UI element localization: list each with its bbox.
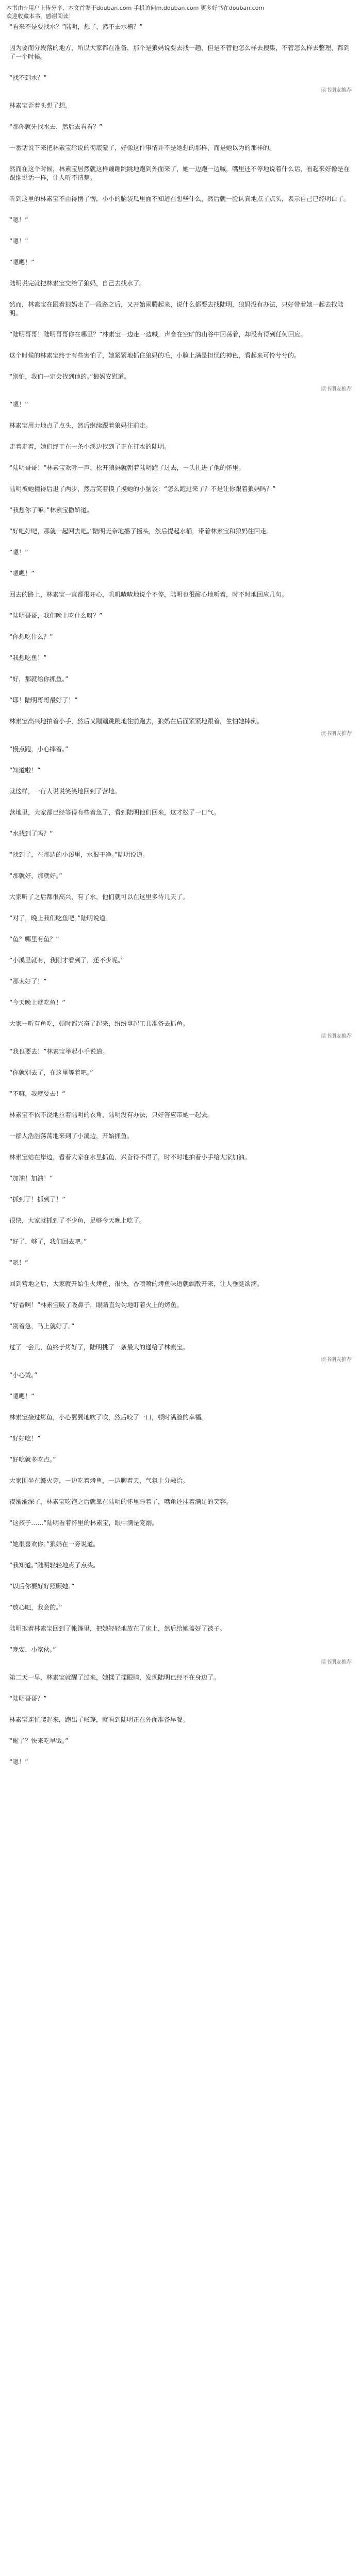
header-line-2: 欢迎收藏本书，感谢阅读！ [6,13,74,20]
watermark-note: 读书朋友推荐 [321,731,352,737]
paragraph: “晚安，小家伙。” [9,1646,56,1653]
paragraph: “嗯嗯！” [9,259,35,266]
paragraph: “别怕，我们一定会找到他的。”狼妈安慰道。 [9,373,130,380]
watermark-note: 读书朋友推荐 [321,88,352,93]
paragraph: “对了，晚上我们吃鱼吧。”陆明说道。 [9,914,112,922]
paragraph: 林素宝站在岸边，看着大家在水里抓鱼，兴奋得不得了，时不时地拍着小手给大家加油。 [9,1154,251,1161]
paragraph: 因为要而分段落的地方，所以大家都在准备，那个是狼妈说要去找一趟，但是不管他怎么样去搜集，不管怎么样去整理，都到了一个时候。 [9,44,350,60]
paragraph: “好好吃！” [9,1435,41,1442]
paragraph: “我知道。”陆明轻轻地点了点头。 [9,1562,100,1569]
watermark-note: 读书朋友推荐 [321,1357,352,1363]
paragraph: “小溪里就有，我刚才看到了，还不少呢。” [9,957,124,964]
paragraph: “那就好，那就好。” [9,872,62,879]
paragraph: 然而在这个时候，林素宝居然就这样蹦蹦跳跳地跑到外面来了，她一边跑一边喊，嘴里还不停地说着什么话，看起来好像是在跟谁说话一样，让人听不清楚。 [9,165,350,181]
paragraph: 陆明说完就把林素宝交给了狼妈，自己去找水了。 [9,280,146,287]
paragraph: “加油！加油！” [9,1175,53,1182]
paragraph: 这个时候的林素宝终于有些害怕了，她紧紧地抓住狼妈的毛，小脸上满是担忧的神色，看起来可怜兮兮的。 [9,352,301,359]
paragraph: “嗯！” [9,549,28,556]
paragraph: “水找到了吗？” [9,830,53,837]
paragraph: “那你就先找水去，然后去看看？” [9,123,103,130]
paragraph: 第二天一早，林素宝就醒了过来，她揉了揉眼睛，发现陆明已经不在身边了。 [9,1674,220,1681]
chapter-body [9,23,352,1779]
paragraph: “看来不是要找水？”陆明，想了，然不去水槽？” [9,23,143,30]
paragraph: 走着走着，她们终于在一条小溪边找到了正在打水的陆明。 [9,443,171,450]
paragraph: “小心烫。” [9,1371,38,1379]
paragraph: “这孩子……”陆明看着怀里的林素宝，眼中满是宠溺。 [9,1519,158,1527]
paragraph: 陆明被她撞得后退了两步，然后笑着摸了摸她的小脑袋：“怎么跑过来了？不是让你跟着狼妈吗？” [9,485,276,493]
watermark-note: 读书朋友推荐 [321,1659,352,1665]
paragraph: “我想你了嘛。”林素宝撒娇道。 [9,506,93,514]
paragraph: “知道啦！” [9,767,41,774]
paragraph: “我也要去！”林素宝举起小手说道。 [9,1048,109,1055]
paragraph: “嗯！” [9,238,28,245]
paragraph: 陆明抱着林素宝回到了帐篷里，把她轻轻地放在了床上，然后给她盖好了被子。 [9,1625,226,1632]
paragraph: “找到了，在那边的小溪里，水很干净。”陆明说道。 [9,851,149,858]
page-header [6,4,355,21]
paragraph: 一群人浩浩荡荡地来到了小溪边，开始抓鱼。 [9,1132,134,1140]
paragraph: 营地里，大家都已经等得有些着急了，看到陆明他们回来，这才松了一口气。 [9,809,220,816]
paragraph: “放心吧，我会的。” [9,1604,62,1611]
paragraph: 就这样，一行人说说笑笑地回到了营地。 [9,788,121,795]
paragraph: “好吧好吧，那就一起回去吧。”陆明无奈地摇了摇头，然后提起水桶，带着林素宝和狼妈往回走。 [9,528,273,535]
paragraph: “嗯！” [9,216,28,224]
paragraph: “好了，够了，我们回去吧。” [9,1238,87,1245]
paragraph: “好吃就多吃点。” [9,1456,56,1463]
paragraph: 然而，林素宝在跟着狼妈走了一段路之后，又开始闹腾起来，说什么都要去找陆明，狼妈没有办法，只好带着她一起去找陆明。 [9,301,344,317]
paragraph: “慢点跑，小心摔着。” [9,745,69,753]
paragraph: “鱼？哪里有鱼？” [9,936,59,943]
paragraph: “耶！陆明哥哥最好了！” [9,697,78,704]
watermark-note: 读书朋友推荐 [321,386,352,392]
paragraph: 林素宝不依不饶地拉着陆明的衣角，陆明没有办法，只好答应带她一起去。 [9,1111,214,1118]
paragraph: “嗯！” [9,1259,28,1266]
paragraph: 林素宝用力地点了点头，然后继续跟着狼妈往前走。 [9,422,152,429]
paragraph: 大家一听有鱼吃，顿时都兴奋了起来，纷纷拿起工具准备去抓鱼。 [9,1020,189,1027]
paragraph: 大家听了之后都很高兴，有了水，他们就可以在这里多待几天了。 [9,893,189,901]
watermark-note: 读书朋友推荐 [321,1033,352,1039]
paragraph: “那太好了！” [9,978,47,985]
paragraph: “不嘛，我就要去！” [9,1090,65,1097]
paragraph: 林素宝歪着头想了想。 [9,102,72,109]
paragraph: “好香啊！”林素宝吸了吸鼻子，眼睛直勾勾地盯着火上的烤鱼。 [9,1301,183,1309]
paragraph: “嗯！” [9,401,28,408]
paragraph: “好，那就给你抓鱼。” [9,675,69,683]
paragraph: “找不到水？” [9,74,47,81]
paragraph: “你想吃什么？” [9,633,53,640]
paragraph: “陆明哥哥！陆明哥哥你在哪里？”林素宝一边走一边喊，声音在空旷的山谷中回荡着，却没有得到任何回应。 [9,331,307,338]
paragraph: 回到营地之后，大家就开始生火烤鱼，很快，香喷喷的烤鱼味道就飘散开来，让人垂涎欲滴。 [9,1280,264,1287]
paragraph: “你就别去了，在这里等着吧。” [9,1069,93,1076]
paragraph: “醒了？快来吃早饭。” [9,1737,69,1744]
paragraph: “抓到了！抓到了！” [9,1196,65,1203]
paragraph: “陆明哥哥，我们晚上吃什么呀？” [9,612,103,619]
paragraph: “陆明哥哥？” [9,1695,47,1702]
paragraph: “她很喜欢你。”狼妈在一旁说道。 [9,1540,100,1548]
paragraph: 林素宝接过烤鱼，小心翼翼地吹了吹，然后咬了一口，顿时满脸的幸福。 [9,1414,208,1421]
paragraph: “陆明哥哥！”林素宝欢呼一声，松开狼妈就朝着陆明跑了过去，一头扎进了他的怀里。 [9,464,245,471]
paragraph: 林素宝高兴地拍着小手，然后又蹦蹦跳跳地往前跑去，狼妈在后面紧紧地跟着，生怕她摔倒。 [9,718,264,725]
paragraph: 过了一会儿，鱼终于烤好了，陆明挑了一条最大的递给了林素宝。 [9,1344,189,1351]
paragraph: 一番话说下来把林素宝给说的彻底蒙了，好像这件事情并不是她想的那样，而是她以为的那样的。 [9,144,276,151]
paragraph: “别着急，马上就好了。” [9,1323,75,1330]
paragraph: “嗯！” [9,1758,28,1766]
paragraph: “嗯嗯！” [9,570,35,577]
paragraph: “今天晚上就吃鱼！” [9,999,65,1006]
paragraph: “我想吃鱼！” [9,654,47,662]
paragraph: 听到这里的林素宝不由得愣了愣，小小的脑袋瓜里面不知道在想些什么，然后就一脸认真地点了点头，表示自己已经明白了。 [9,195,350,202]
header-line-1: 本书由☆用户上传分享，本文首发于douban.com 手机访问m.douban.com 更多好书在douban.com [6,5,265,11]
paragraph: “以后你要好好照顾她。” [9,1583,75,1590]
paragraph: 夜渐渐深了，林素宝吃饱之后就靠在陆明的怀里睡着了，嘴角还挂着满足的笑容。 [9,1498,233,1505]
paragraph: “嗯嗯！” [9,1393,35,1400]
paragraph: 林素宝连忙爬起来，跑出了帐篷，就看到陆明正在外面准备早餐。 [9,1716,189,1723]
paragraph: 很快，大家就抓到了不少鱼，足够今天晚上吃了。 [9,1217,146,1224]
paragraph: 大家围坐在篝火旁，一边吃着烤鱼，一边聊着天，气氛十分融洽。 [9,1477,189,1484]
paragraph: 回去的路上，林素宝一直都很开心，叽叽喳喳地说个不停，陆明也很耐心地听着，时不时地回应几句。 [9,591,288,598]
